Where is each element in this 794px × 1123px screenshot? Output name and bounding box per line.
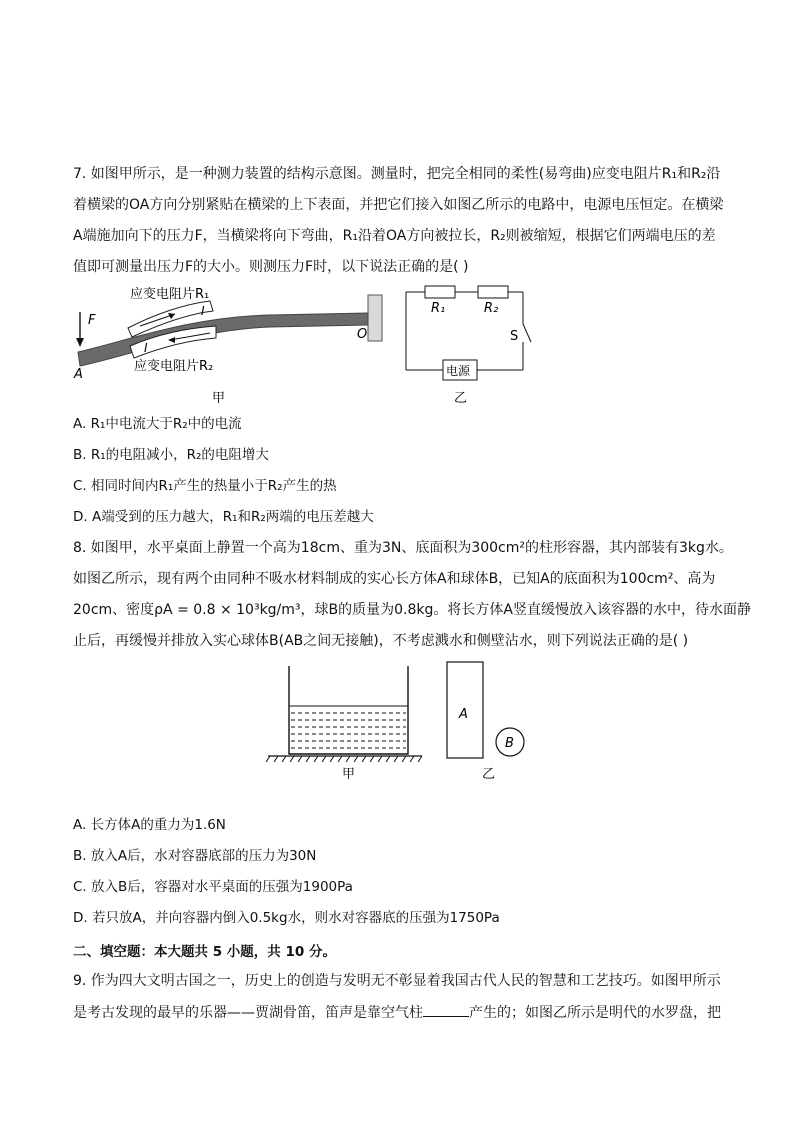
resistor-r1	[425, 286, 455, 298]
q8-option-a: A. 长方体A的重力为1.6N	[73, 817, 226, 833]
label-O: O	[357, 327, 368, 342]
q7-line-2: 着横梁的OA方向分别紧贴在横梁的上下表面，并把它们接入如图乙所示的电路中，电源电压恒定。在横梁	[73, 197, 724, 213]
q7-option-b: B. R₁的电阻减小，R₂的电阻增大	[73, 447, 269, 463]
label-F: F	[88, 313, 96, 328]
q7-figure-yi	[398, 282, 538, 407]
label-source: 电源	[446, 364, 471, 378]
q7-option-d: D. A端受到的压力越大，R₁和R₂两端的电压差越大	[73, 509, 374, 525]
wall	[368, 295, 382, 341]
caption-jia: 甲	[212, 391, 226, 406]
q7-option-c: C. 相同时间内R₁产生的热量小于R₂产生的热	[73, 478, 337, 494]
q7-line-3: A端施加向下的压力F，当横梁将向下弯曲，R₁沿着OA方向被拉长，R₂则被缩短，根据它们两端电压的差	[73, 228, 716, 244]
force-arrowhead	[76, 338, 84, 347]
answer-blank[interactable]	[423, 1002, 469, 1017]
q8-figure	[262, 658, 532, 783]
q8-option-d: D. 若只放A，并向容器内倒入0.5kg水，则水对容器底的压强为1750Pa	[73, 910, 500, 926]
switch-S	[523, 324, 531, 342]
table-hatch	[266, 756, 422, 762]
q8-option-c: C. 放入B后，容器对水平桌面的压强为1900Pa	[73, 879, 353, 895]
resistor-r2	[478, 286, 508, 298]
water-dashes	[291, 713, 406, 748]
label-R1: R₁	[431, 301, 446, 316]
caption-yi: 乙	[454, 391, 468, 406]
label-sphere-B: B	[505, 736, 514, 751]
q7-line-1: 7. 如图甲所示，是一种测力装置的结构示意图。测量时，把完全相同的柔性(易弯曲)应变电阻片R₁和R₂沿	[73, 166, 721, 182]
label-gauge-r1: 应变电阻片R₁	[130, 287, 210, 302]
label-S: S	[510, 329, 519, 344]
q7-line-4: 值即可测量出压力F的大小。则测压力F时，以下说法正确的是( )	[73, 259, 469, 275]
label-I-top: I	[201, 304, 205, 318]
section-2-title: 二、填空题：本大题共 5 小题，共 10 分。	[73, 944, 336, 960]
q7-figure-jia	[70, 282, 390, 407]
caption-jia: 甲	[342, 767, 356, 782]
q8-line-3: 20cm、密度ρA = 0.8 × 10³kg/m³，球B的质量为0.8kg。将长方体A竖直缓慢放入该容器的水中，待水面静	[73, 602, 751, 618]
label-gauge-r2: 应变电阻片R₂	[134, 359, 214, 374]
q9-line-1: 9. 作为四大文明古国之一，历史上的创造与发明无不彰显着我国古代人民的智慧和工艺技巧。如图甲所示	[73, 973, 721, 989]
q9-line-2	[73, 1002, 723, 1023]
q8-line-4: 止后，再缓慢并排放入实心球体B(AB之间无接触)，不考虑溅水和侧壁沾水，则下列说法正确的是( )	[73, 633, 689, 649]
q9-line-2-after: 产生的；如图乙所示是明代的水罗盘，把	[469, 1005, 721, 1021]
q8-option-b: B. 放入A后，水对容器底部的压力为30N	[73, 848, 317, 864]
beam	[78, 313, 368, 366]
q7-option-a: A. R₁中电流大于R₂中的电流	[73, 416, 242, 432]
q8-line-1: 8. 如图甲，水平桌面上静置一个高为18cm、重为3N、底面积为300cm²的柱形容器，其内部装有3kg水。	[73, 540, 733, 556]
label-R2: R₂	[484, 301, 499, 316]
q8-line-2: 如图乙所示，现有两个由同种不吸水材料制成的实心长方体A和球体B，已知A的底面积为100cm²、高为	[73, 571, 716, 587]
q9-line-2-before: 是考古发现的最早的乐器——贾湖骨笛，笛声是靠空气柱	[73, 1005, 423, 1021]
caption-yi: 乙	[482, 767, 496, 782]
label-block-A: A	[459, 707, 468, 722]
label-A: A	[74, 367, 83, 382]
label-I-bottom: I	[144, 341, 148, 355]
